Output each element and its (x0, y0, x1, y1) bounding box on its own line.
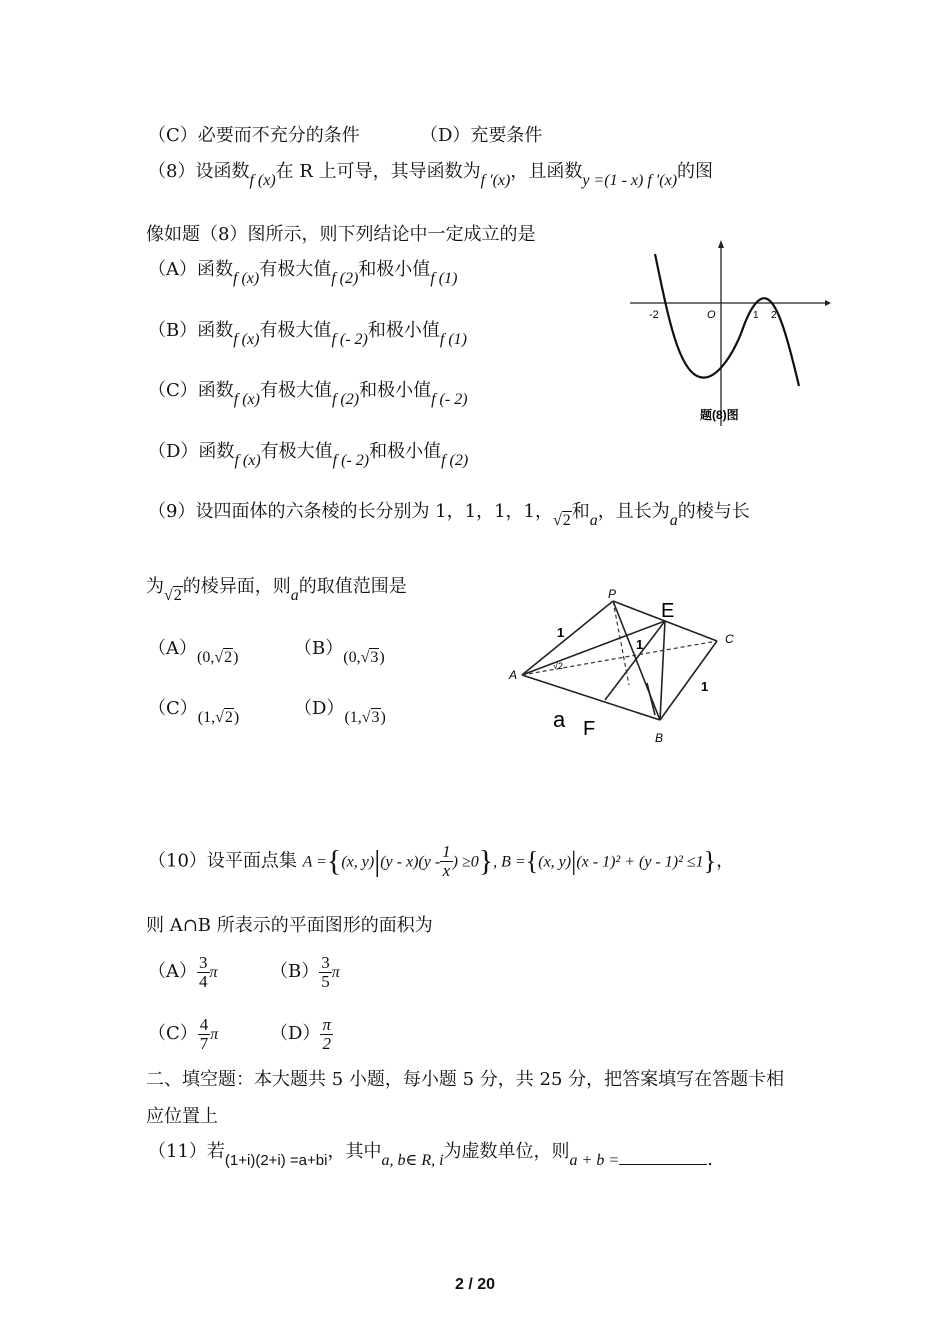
q9-tetrahedron-figure (505, 585, 755, 750)
label-a: a (553, 707, 566, 732)
q9-option-a: （A）(0,√2) (148, 638, 239, 666)
edge-ab (522, 675, 660, 720)
line-ex (660, 621, 665, 720)
q8-stem-line2: 像如题（8）图所示，则下列结论中一定成立的是 (146, 224, 536, 245)
edge-pa (522, 601, 613, 675)
origin-label: O (707, 309, 716, 321)
q8-option-b: （B）函数f (x)有极大值f (- 2)和极小值f (1) (148, 320, 467, 348)
label-F: F (583, 718, 596, 740)
q7-option-d: （D）充要条件 (420, 125, 543, 146)
tick-1: 1 (753, 310, 759, 321)
label-E: E (661, 600, 675, 622)
edge-pb (613, 601, 660, 720)
edge-ac-dashed (522, 641, 717, 675)
section2-heading-line1: 二、填空题：本大题共 5 小题，每小题 5 分，共 25 分，把答案填写在答题卡相 (146, 1069, 785, 1090)
label-C: C (725, 632, 734, 646)
label-sqrt2-mid: √2 (553, 661, 563, 671)
q10-option-a: （A） $\frac{3}{4}$ π (148, 952, 218, 991)
page-number: 2 / 20 (454, 1276, 496, 1293)
q9-stem-line2: 为√2的棱异面，则a的取值范围是 (146, 576, 407, 604)
edge-pd-dashed (613, 601, 629, 685)
q10-stem-line2: 则 A∩B 所表示的平面图形的面积为 (146, 915, 433, 936)
label-B: B (655, 731, 664, 745)
x-axis-arrow (825, 300, 831, 306)
tick-neg2: -2 (649, 309, 659, 321)
graph-caption: 题(8)图 (700, 408, 739, 422)
q9-stem-line1: （9）设四面体的六条棱的长分别为 1，1，1，1，√2和a，且长为a的棱与长 (148, 501, 750, 529)
q9-option-d: （D）(1,√3) (294, 698, 386, 726)
q8-option-c: （C）函数f (x)有极大值f (2)和极小值f (- 2) (148, 380, 468, 408)
q9-option-b: （B）(0,√3) (294, 638, 385, 666)
q10-option-d: （D） $\frac{\pi}{2}$ (270, 1014, 331, 1053)
label-P: P (608, 587, 617, 601)
label-one-cb: 1 (701, 679, 709, 694)
q10-stem-line1: （10）设平面点集 A ={(x, y)|(y - x)(y - $\frac{1}{x}$ ) ≥0}, B ={(x, y)|(x - 1)² + (y - 1)² ≤1}， (148, 842, 735, 880)
q10-option-b: （B） $\frac{3}{5}$ π (270, 952, 340, 991)
q8-graph (625, 236, 835, 428)
q7-option-c: （C）必要而不充分的条件 (148, 125, 360, 146)
q9-option-c: （C）(1,√2) (148, 698, 240, 726)
q8-option-a: （A）函数f (x)有极大值f (2)和极小值f (1) (148, 259, 458, 287)
q8-stem-line1: （8）设函数f (x)在 R 上可导，其导函数为f ′(x)，且函数y =(1 - x) f ′(x)的图 (148, 161, 714, 189)
edge-cb (660, 641, 717, 720)
q8-option-d: （D）函数f (x)有极大值f (- 2)和极小值f (2) (148, 441, 469, 469)
curve (655, 254, 799, 386)
tick-2: 2 (771, 310, 777, 321)
label-A: A (509, 668, 518, 682)
y-axis-arrow (718, 240, 724, 248)
q10-option-c: （C） $\frac{4}{7}$ π (148, 1014, 219, 1053)
q11-stem: （11）若$_{(1+i)(2+i) =a+bi}$，其中a, b∈ R, i为虚数单位，则a + b = . (148, 1141, 713, 1170)
line-f-up (647, 683, 655, 715)
q11-answer-blank (619, 1150, 707, 1165)
section2-heading-line2: 应位置上 (146, 1106, 218, 1127)
label-one-pa: 1 (557, 625, 565, 640)
label-one-mid: 1 (636, 637, 644, 652)
